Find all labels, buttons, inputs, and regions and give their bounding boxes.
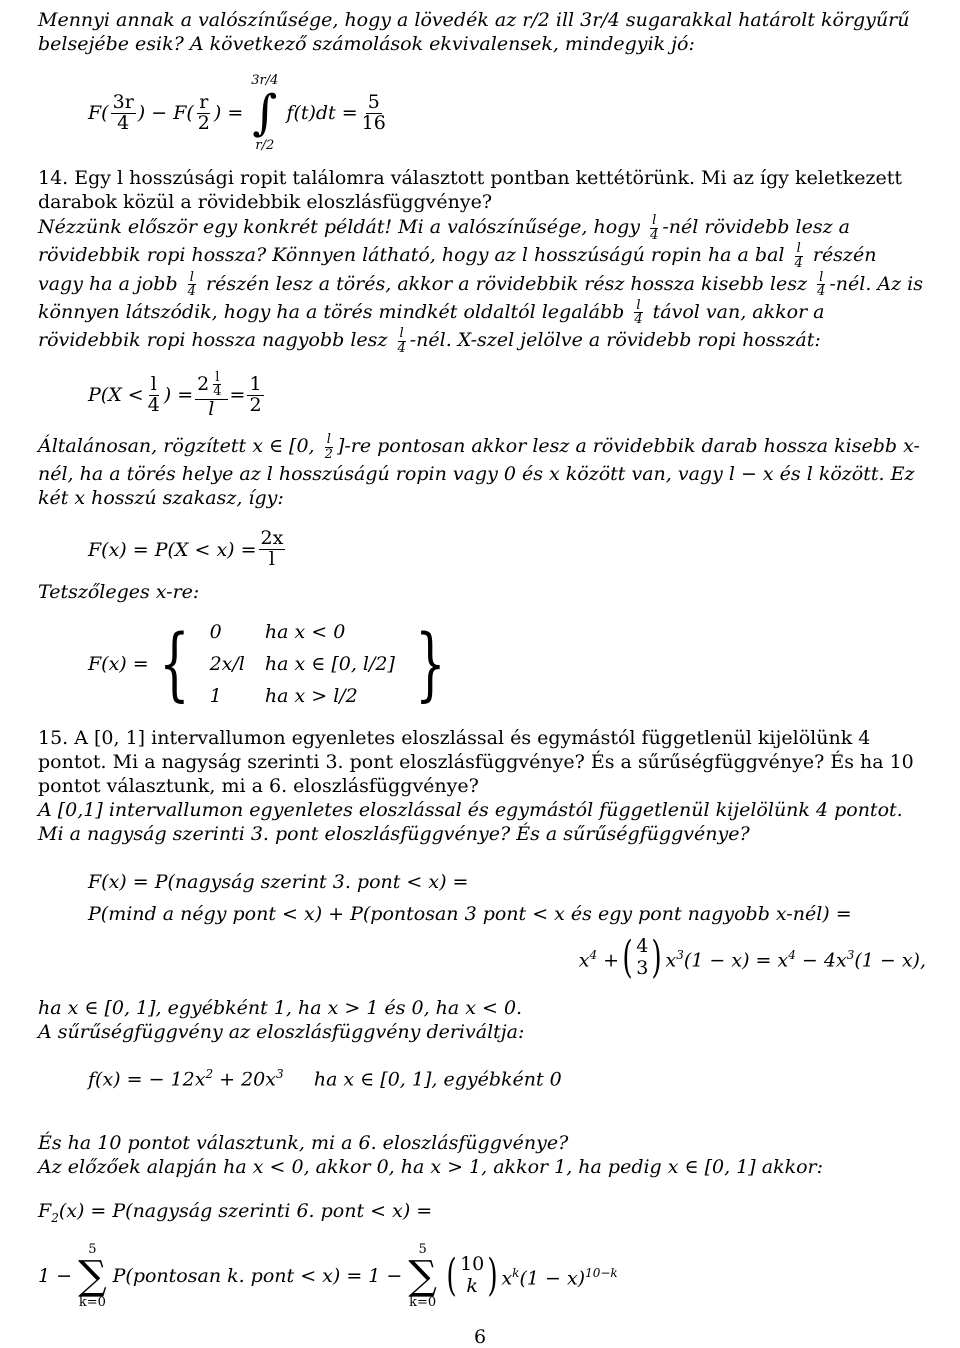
equation-15-1: F(x) = P(nagyság szerint 3. pont < x) =	[88, 870, 469, 893]
note-density: A sűrűségfüggvény az eloszlásfüggvény deriváltja:	[38, 1020, 525, 1043]
note-range: ha x ∈ [0, 1], egyébként 1, ha x > 1 és 0, ha x < 0.	[38, 996, 523, 1019]
equation-ring: F( $\frac{3r}{4}$ ) − F( $\frac{r}{2}$ ) = 3r/4 ∫ r/2 f(t)dt = $\frac{5}{16}$	[88, 73, 386, 153]
problem-14-example: Nézzünk először egy konkrét példát! Mi a valószínűsége, hogy $\frac{l}{4}$ -nél rövidebb lesz a rövidebbik ropi hossza? Könnyen látható, hogy az l hosszúságú ropin ha a bal $\frac{l}{4}$ részén vagy ha a jobb $\frac{l}{4}$ részén lesz a törés, akkor a rövidebbik rész hossza kisebb lesz $\frac{l}{4}$ -nél. Az is könnyen látszódik, hogy ha a törés mindkét oldaltól legalább $\frac{l}{4}$ távol van, akkor a rövidebbik ropi hossza nagyobb lesz $\frac{l}{4}$ -nél. X-szel jelölve a rövidebb ropi hosszát:	[38, 213, 923, 356]
equation-15-2: P(mind a négy pont < x) + P(pontosan 3 pont < x és egy pont nagyobb x-nél) =	[88, 902, 852, 925]
equation-density: f(x) = − $12x^2 + 20x^3$ ha x ∈ [0, 1], egyébként 0	[88, 1066, 562, 1091]
arbitrary-x-label: Tetszőleges x-re:	[38, 580, 200, 603]
previous-reasoning: Az előzőek alapján ha x < 0, akkor 0, ha x > 1, akkor 1, ha pedig x ∈ [0, 1] akkor:	[38, 1156, 824, 1179]
problem-15-restated: A [0,1] intervallumon egyenletes eloszlással és egymástól függetlenül kijelölünk 4 pontot. Mi a nagyság szerinti 3. pont eloszlásfüggvénye? És a sűrűségfüggvénye?	[38, 798, 903, 845]
problem-14-statement: 14. Egy l hosszúsági ropit találomra választott pontban kettétörünk. Mi az így keletkezett darabok közül a rövidebbik eloszlásfüggvénye?	[38, 167, 903, 213]
equation-Fx: F(x) = P(X < x) = $\frac{2x}{l}$	[88, 527, 284, 571]
general-case-text: Általánosan, rögzített x ∈ [0, $\frac{l}{2}$ ]-re pontosan akkor lesz a rövidebbik darab hossza kisebb x-nél, ha a törés helye az l hosszúságú ropin vagy 0 és x között van, vagy l − x és l között. Ez két x hosszú szakasz, így:	[38, 432, 920, 509]
page-number: 6	[473, 1326, 487, 1348]
intro-text: Mennyi annak a valószínűsége, hogy a lövedék az r/2 ill 3r/4 sugarakkal határolt körgyűrű belsejébe esik? A következő számolások ekvivalensek, mindegyik jó:	[38, 9, 910, 55]
equation-F2: $F_2(x)$ = P(nagyság szerinti 6. pont < x) =	[38, 1200, 433, 1225]
problem-15-statement: 15. A [0, 1] intervallumon egyenletes eloszlással és egymástól függetlenül kijelölünk 4 pontot. Mi a nagyság szerinti 3. pont eloszlásfüggvénye? És a sűrűségfüggvénye? És ha 10 pontot választunk, mi a 6. eloszlásfüggvénye?	[38, 726, 914, 797]
question-10-points: És ha 10 pontot választunk, mi a 6. eloszlásfüggvénye?	[38, 1132, 569, 1155]
page-content	[38, 8, 926, 1314]
equation-sum: 1 − 5 ∑ k=0 P(pontosan k. pont < x) = 1 − 5 ∑ k=0 ( 10 k ) $x^k(1 - x)^{10-k}$	[38, 1241, 618, 1310]
equation-cases: F(x) = { 0 ha x < 0 2x/l ha x ∈ [0, l/2] 1 ha x > l/2 }	[88, 616, 446, 710]
integral: 3r/4 ∫ r/2	[251, 73, 279, 153]
equation-p-x: P(X < $\frac{l}{4}$ ) = 2 $\frac{l}{4}$ l = $\frac{1}{2}$	[88, 369, 262, 421]
equation-15-3: $x^4$ + ( 4 3 ) $x^3(1 - x) = x^4 - 4x^3(1 - x)$,	[578, 931, 926, 983]
